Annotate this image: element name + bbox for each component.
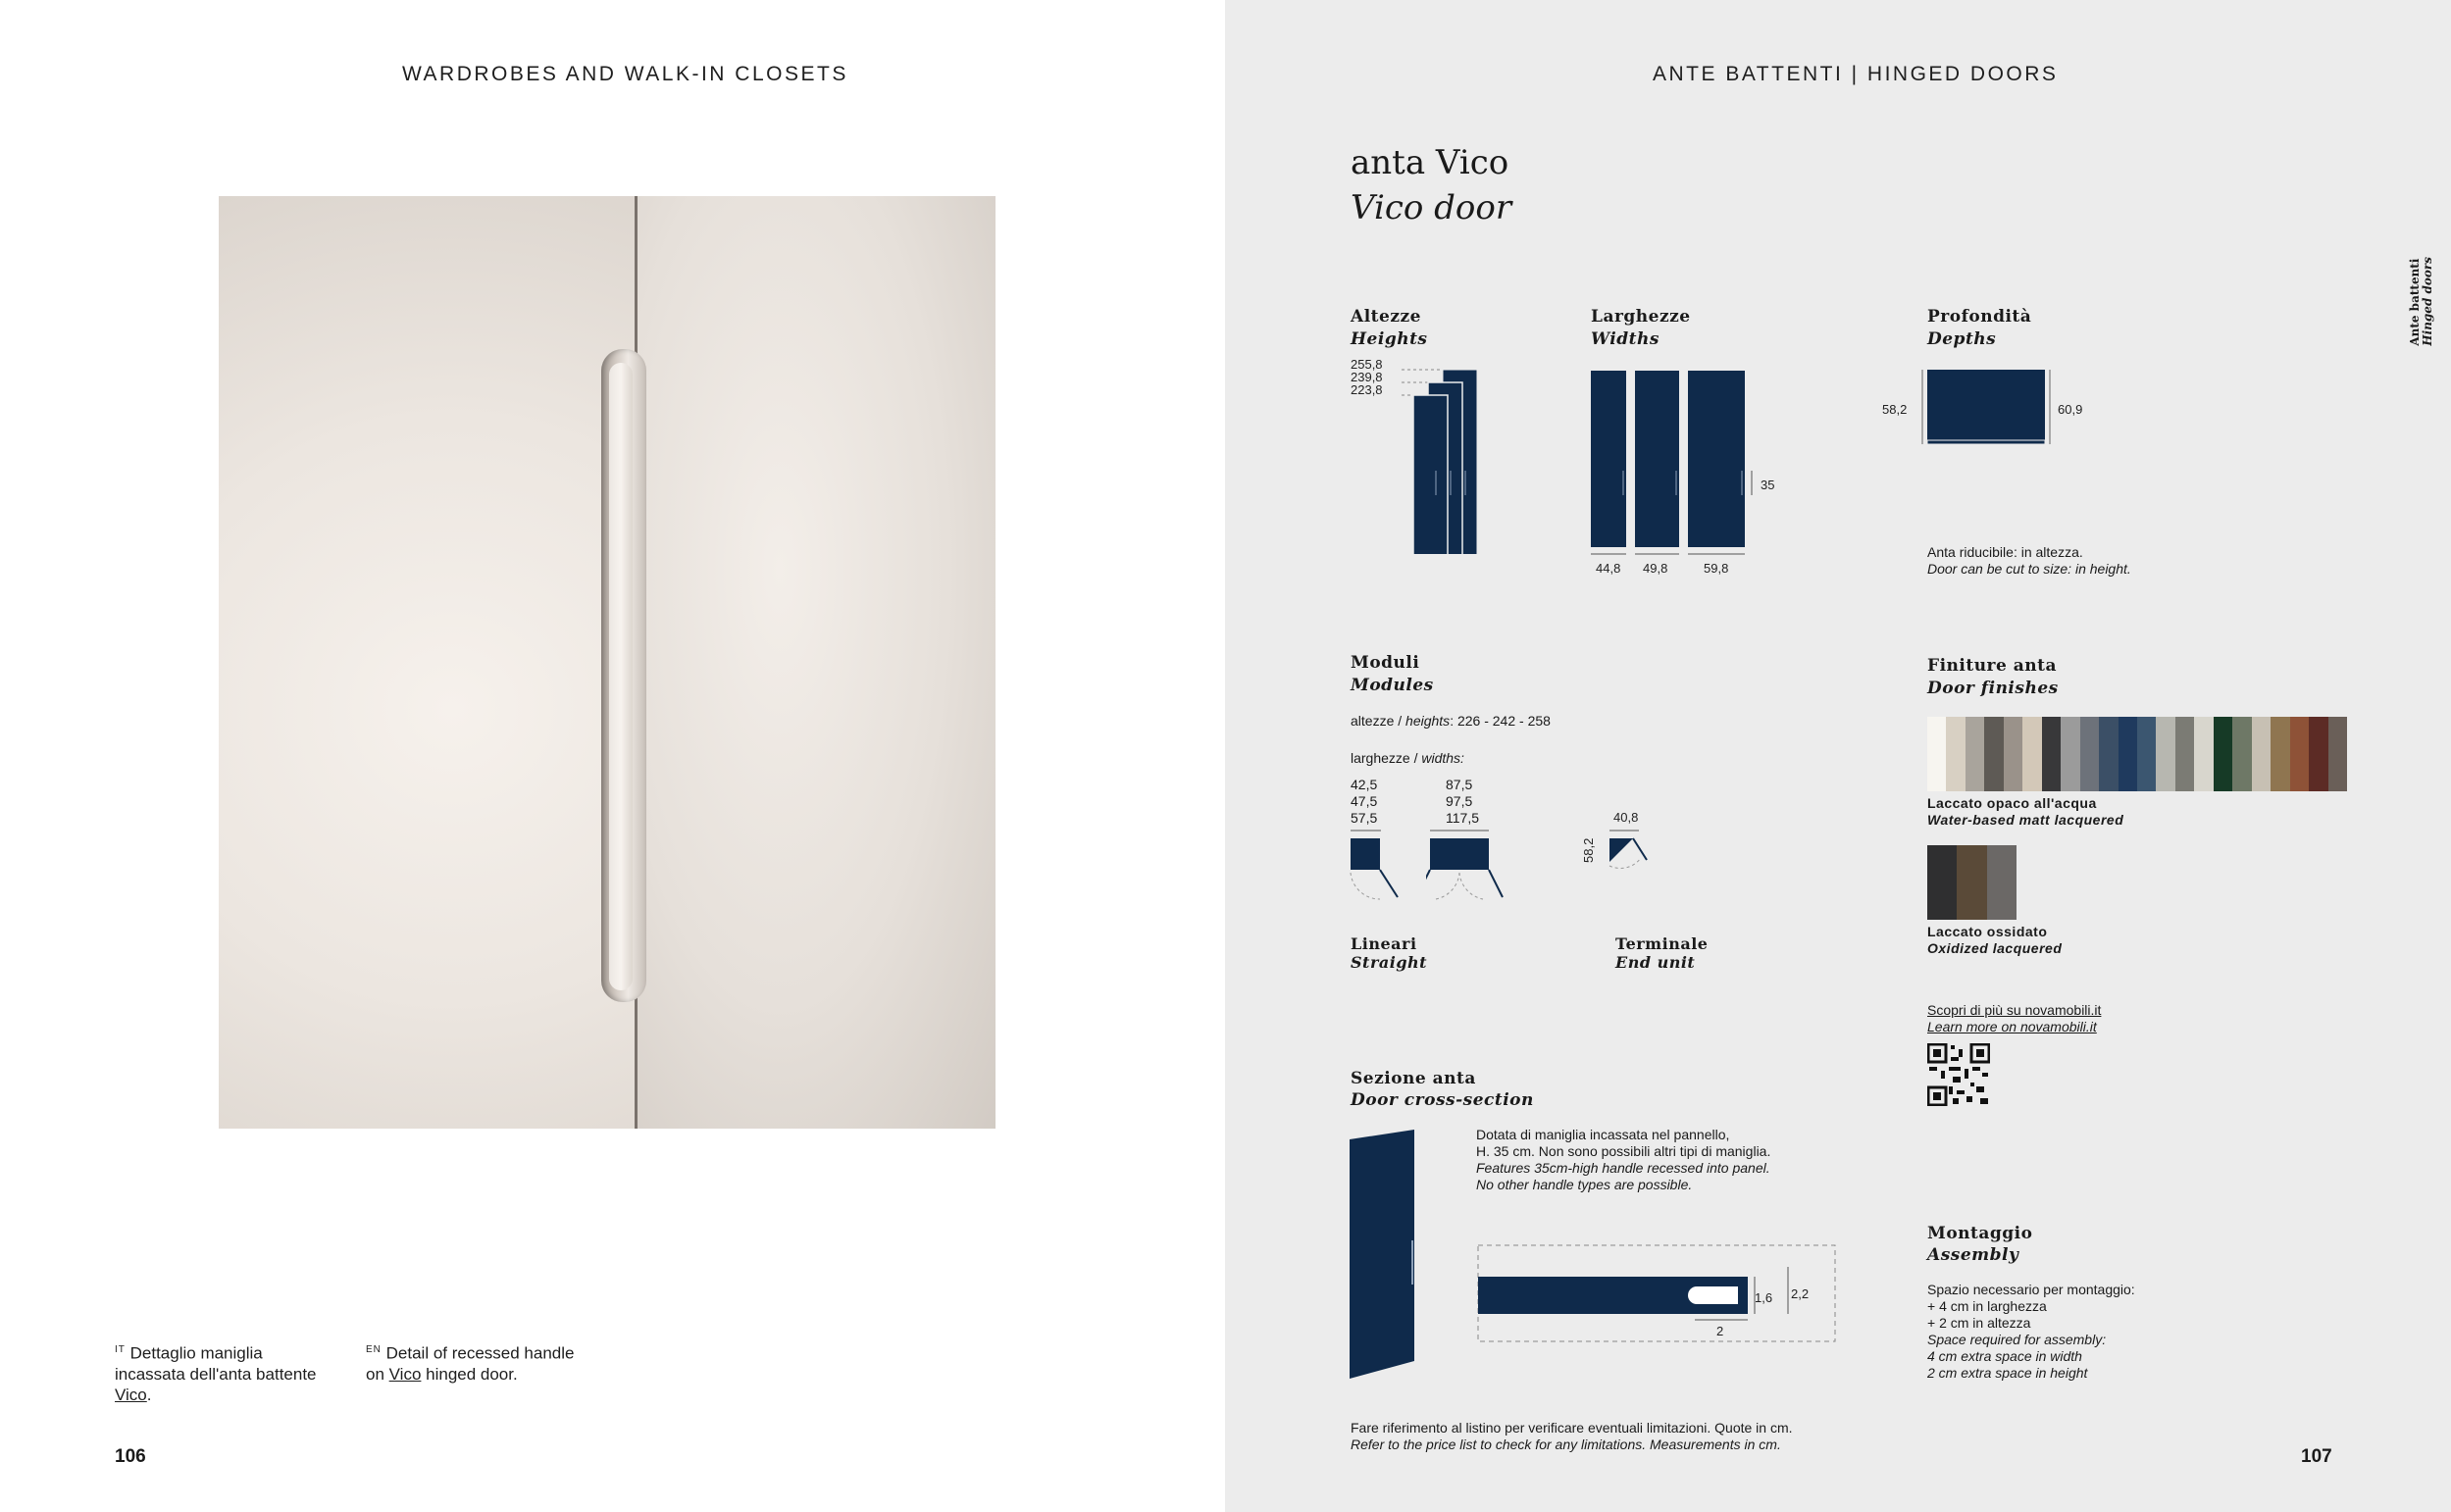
assembly-en-2: 4 cm extra space in width (1927, 1348, 2082, 1364)
color-swatch (2004, 717, 2022, 791)
color-swatch (2042, 717, 2061, 791)
single-module-widths (1351, 777, 1377, 827)
assembly-en-3: 2 cm extra space in height (1927, 1365, 2088, 1381)
lang-tag-it: IT (115, 1344, 126, 1355)
straight-label-en: Straight (1351, 953, 1428, 972)
widths-diagram (1589, 368, 1765, 559)
color-swatch (2022, 717, 2041, 791)
section-desc-it-2: H. 35 cm. Non sono possibili altri tipi di maniglia. (1476, 1143, 1771, 1159)
color-swatch (1987, 845, 2017, 920)
assembly-label-it: Montaggio (1927, 1224, 2033, 1243)
depth-right-value: 60,9 (2058, 402, 2083, 417)
recessed-handle (601, 349, 646, 1002)
running-head-left: WARDROBES AND WALK-IN CLOSETS (402, 63, 848, 85)
assembly-text (1927, 1282, 2135, 1382)
caption-it (115, 1339, 350, 1405)
end-unit-width: 40,8 (1613, 810, 1639, 825)
color-swatch (2290, 717, 2309, 791)
matt-label-it: Laccato opaco all'acqua (1927, 795, 2097, 811)
heights-diagram (1392, 358, 1480, 554)
depths-diagram (1917, 368, 2074, 451)
color-swatch (2137, 717, 2156, 791)
color-swatch (2099, 717, 2118, 791)
oxid-label-it: Laccato ossidato (1927, 924, 2048, 939)
color-swatch (2328, 717, 2347, 791)
section-desc-it-1: Dotata di maniglia incassata nel pannello, (1476, 1127, 1730, 1142)
single-width-1: 42,5 (1351, 777, 1378, 792)
section-desc-en-1: Features 35cm-high handle recessed into panel. (1476, 1160, 1770, 1176)
oxid-label-en: Oxidized lacquered (1927, 940, 2063, 956)
color-swatch (2309, 717, 2327, 791)
caption-en-line2: on (366, 1364, 389, 1384)
assembly-it-1: Spazio necessario per montaggio: (1927, 1282, 2135, 1297)
caption-it-line1: Dettaglio maniglia (129, 1343, 263, 1363)
modules-label-it: Moduli (1351, 653, 1420, 673)
finishes-label-en: Door finishes (1927, 679, 2059, 698)
running-head-right: ANTE BATTENTI | HINGED DOORS (1653, 63, 2059, 85)
widths-label-it: Larghezze (1591, 307, 1691, 327)
height-value-1: 255,8 (1351, 357, 1383, 372)
side-tab-it: Ante battenti (2408, 258, 2422, 346)
modules-heights-it: altezze / (1351, 713, 1406, 729)
width-value-1: 44,8 (1596, 561, 1621, 576)
matt-swatches (1927, 717, 2347, 791)
depths-note-en: Door can be cut to size: in height. (1927, 561, 2131, 577)
assembly-en-1: Space required for assembly: (1927, 1332, 2107, 1347)
end-unit-depth: 58,2 (1581, 837, 1596, 863)
assembly-it-2: + 4 cm in larghezza (1927, 1298, 2047, 1314)
heights-values (1351, 358, 1383, 396)
color-swatch (2080, 717, 2099, 791)
door-handle-photo (219, 196, 996, 1129)
color-swatch (2156, 717, 2174, 791)
color-swatch (2194, 717, 2213, 791)
double-module-widths (1446, 777, 1479, 827)
color-swatch (1984, 717, 2003, 791)
modules-heights-values: : 226 - 242 - 258 (1450, 713, 1551, 729)
color-swatch (2214, 717, 2232, 791)
heights-label-it: Altezze (1351, 307, 1421, 327)
caption-en-end: hinged door. (421, 1364, 518, 1384)
door-right-panel (637, 196, 996, 1129)
assembly-it-3: + 2 cm in altezza (1927, 1315, 2031, 1331)
widths-label-en: Widths (1591, 329, 1660, 349)
color-swatch (2232, 717, 2251, 791)
color-swatch (2271, 717, 2289, 791)
color-swatch (1966, 717, 1984, 791)
assembly-label-en: Assembly (1927, 1245, 2019, 1265)
depths-label-en: Depths (1927, 329, 1997, 349)
vico-link-en[interactable]: Vico (388, 1364, 422, 1384)
single-width-3: 57,5 (1351, 810, 1378, 826)
color-swatch (2119, 717, 2137, 791)
dim-2: 2 (1716, 1324, 1724, 1338)
side-tab (2408, 257, 2434, 355)
straight-label-it: Lineari (1351, 934, 1417, 953)
left-page (0, 0, 1225, 1512)
heights-label-en: Heights (1351, 329, 1428, 349)
caption-en-line1: Detail of recessed handle (385, 1343, 575, 1363)
color-swatch (1927, 845, 1957, 920)
modules-heights-line (1351, 713, 1551, 730)
title-en: Vico door (1351, 188, 1512, 227)
dim-2-2: 2,2 (1791, 1286, 1810, 1301)
width-value-2: 49,8 (1643, 561, 1668, 576)
depths-label-it: Profondità (1927, 307, 2032, 327)
footnote-en: Refer to the price list to check for any limitations. Measurements in cm. (1351, 1436, 1781, 1452)
dim-1-6: 1,6 (1755, 1290, 1773, 1305)
color-swatch (2061, 717, 2079, 791)
modules-widths-line (1351, 750, 1464, 767)
vico-link-it[interactable]: Vico (115, 1385, 147, 1404)
depth-left-value: 58,2 (1882, 402, 1908, 417)
width-value-3: 59,8 (1704, 561, 1729, 576)
caption-it-end: . (146, 1385, 152, 1404)
double-width-3: 117,5 (1446, 810, 1479, 826)
double-width-1: 87,5 (1446, 777, 1473, 792)
modules-label-en: Modules (1351, 676, 1434, 695)
finishes-label-it: Finiture anta (1927, 656, 2057, 676)
right-page (1225, 0, 2451, 1512)
page-number-right: 107 (2301, 1446, 2332, 1467)
height-value-2: 239,8 (1351, 370, 1383, 384)
height-value-3: 223,8 (1351, 382, 1383, 397)
section-desc-en-2: No other handle types are possible. (1476, 1177, 1693, 1192)
caption-it-line2: incassata dell'anta battente (115, 1364, 317, 1384)
title-it: anta Vico (1351, 143, 1509, 182)
matt-label-en: Water-based matt lacquered (1927, 812, 2124, 828)
end-unit-label-it: Terminale (1615, 934, 1709, 953)
caption-en (366, 1339, 621, 1385)
color-swatch (1927, 717, 1946, 791)
modules-heights-en: heights (1405, 713, 1451, 729)
end-unit-diagram (1608, 829, 1676, 887)
single-width-2: 47,5 (1351, 793, 1378, 809)
door-perspective-diagram (1348, 1128, 1416, 1383)
side-tab-en: Hinged doors (2421, 257, 2434, 346)
oxid-swatches (1927, 845, 2017, 920)
page-number-left: 106 (115, 1446, 146, 1467)
depths-note (1927, 544, 2131, 578)
end-unit-label-en: End unit (1615, 953, 1696, 972)
section-label-it: Sezione anta (1351, 1069, 1476, 1088)
double-width-2: 97,5 (1446, 793, 1473, 809)
double-module-diagram (1426, 829, 1534, 902)
handle-height-value: 35 (1761, 478, 1775, 492)
depths-note-it: Anta riducibile: in altezza. (1927, 544, 2083, 560)
learn-more-link-en[interactable]: Learn more on novamobili.it (1927, 1019, 2097, 1034)
color-swatch (2252, 717, 2271, 791)
modules-widths-it: larghezze / (1351, 750, 1422, 766)
color-swatch (2175, 717, 2194, 791)
learn-more-link-it[interactable]: Scopri di più su novamobili.it (1927, 1002, 2102, 1018)
color-swatch (1957, 845, 1986, 920)
footnote (1351, 1420, 1793, 1453)
lang-tag-en: EN (366, 1344, 382, 1355)
section-description (1476, 1127, 1770, 1193)
footnote-it: Fare riferimento al listino per verificare eventuali limitazioni. Quote in cm. (1351, 1420, 1793, 1436)
modules-widths-en: widths: (1421, 750, 1464, 766)
qr-code-icon[interactable] (1927, 1043, 1990, 1106)
color-swatch (1946, 717, 1965, 791)
section-label-en: Door cross-section (1351, 1090, 1534, 1110)
